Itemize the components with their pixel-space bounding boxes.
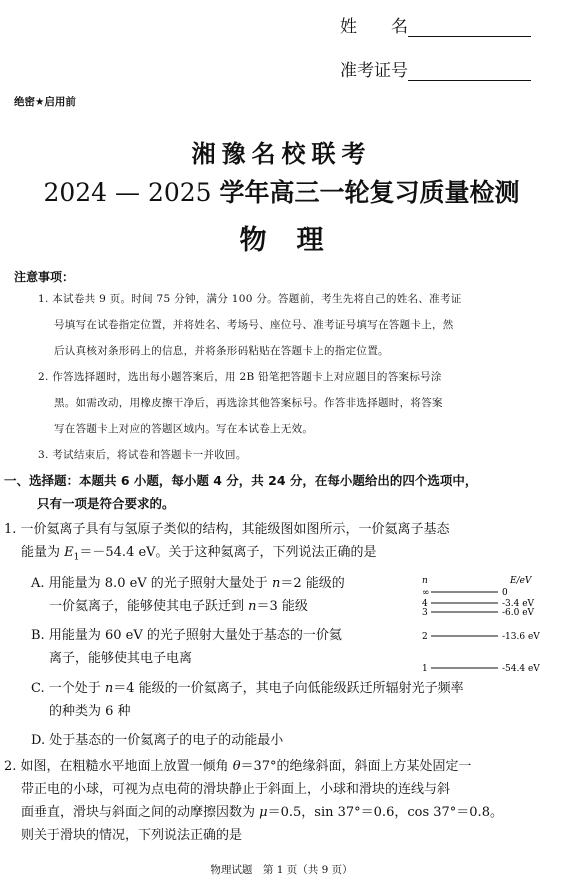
note-line: 3. 考试结束后，将试卷和答题卡一并收回。 (38, 449, 247, 461)
q1-option-d[interactable]: D. 处于基态的一价氦离子的电子的动能最小 (31, 733, 284, 748)
q2-line2: 带正电的小球，可视为点电荷的滑块静止于斜面上，小球和滑块的连线与斜 (21, 782, 451, 797)
subtitle-years: 2024 — 2025 (43, 178, 212, 207)
level-n-label: 1 (422, 664, 428, 674)
q1-option-c[interactable]: C. 一个处于 n＝4 能级的一价氦离子，其电子向低能级跃迁所辐射光子频率 的种类为 6 种 (31, 681, 464, 719)
question-2-stem (4, 755, 560, 847)
level-energy-label: -6.0 eV (502, 608, 535, 618)
q1-stem-line1: 1. 一价氦离子具有与氢原子类似的结构，其能级图如图所示，一价氦离子基态 (4, 522, 450, 537)
diagram-e-header: E/eV (510, 576, 532, 586)
level-n-label: 4 (422, 599, 428, 609)
note-line: 黑。如需改动，用橡皮擦干净后，再选涂其他答案标号。作答非选择题时，将答案 (54, 397, 443, 409)
q1-option-b[interactable]: B. 用能量为 60 eV 的光子照射大量处于基态的一价氦 离子，能够使其电子电离 (31, 628, 342, 666)
q1-option-a[interactable]: A. 用能量为 8.0 eV 的光子照射大量处于 n＝2 能级的 一价氦离子，能够使其电子跃迁到 n＝3 能级 (31, 576, 345, 614)
exam-id-label: 准考证号 (340, 61, 408, 81)
notes-list (38, 286, 558, 468)
level-n-label: 2 (422, 632, 428, 642)
q2-line4: 则关于滑块的情况，下列说法正确的是 (21, 828, 243, 843)
page-footer: 物理试题 第 1 页（共 9 页） (210, 864, 353, 876)
level-energy-label: -54.4 eV (502, 664, 540, 674)
exam-id-blank[interactable] (408, 62, 531, 81)
exam-subtitle (0, 173, 563, 209)
q2-line1: 2. 如图，在粗糙水平地面上放置一倾角 θ＝37°的绝缘斜面，斜面上方某处固定一 (4, 759, 472, 774)
exam-id-field (340, 56, 531, 81)
level-energy-label: 0 (502, 588, 508, 598)
note-line: 2. 作答选择题时，选出每小题答案后，用 2B 铅笔把答题卡上对应题目的答案标号涂 (38, 371, 442, 383)
secret-label: 绝密★启用前 (14, 96, 76, 108)
name-field (340, 12, 531, 37)
section-heading-line2: 只有一项是符合要求的。 (37, 496, 175, 511)
q1-stem-line2: 能量为 $E_1=-54.4$ eV。关于这种氦离子，下列说法正确的是 (21, 545, 377, 563)
q2-line3: 面垂直，滑块与斜面之间的动摩擦因数为 μ＝0.5，sin 37°＝0.6，cos 37°＝0.8。 (21, 805, 503, 820)
section-heading (4, 469, 477, 515)
energy-levels (422, 588, 540, 674)
note-line: 后认真核对条形码上的信息，并将条形码粘贴在答题卡上的指定位置。 (54, 345, 389, 357)
name-label: 姓 名 (340, 17, 408, 37)
note-line: 1. 本试卷共 9 页。时间 75 分钟，满分 100 分。答题前，考生先将自己的姓名、准考证 (38, 293, 462, 305)
level-n-label: 3 (422, 608, 428, 618)
level-n-label: ∞ (422, 588, 430, 598)
level-energy-label: -3.4 eV (502, 599, 535, 609)
note-line: 号填写在试卷指定位置，并将姓名、考场号、座位号、准考证号填写在答题卡上，然 (54, 319, 454, 331)
note-line: 写在答题卡上对应的答题区域内。写在本试卷上无效。 (54, 423, 314, 435)
section-heading-line1: 一、选择题：本题共 6 小题，每小题 4 分，共 24 分，在每小题给出的四个选项中， (4, 473, 478, 488)
question-1-stem (4, 518, 560, 570)
exam-title: 湘豫名校联考 (191, 139, 372, 168)
energy-level-diagram (418, 572, 556, 678)
subtitle-text: 学年高三一轮复习质量检测 (219, 178, 520, 207)
subject-title: 物理 (239, 225, 354, 256)
name-blank[interactable] (408, 18, 531, 37)
diagram-n-header: n (422, 576, 428, 586)
notes-heading: 注意事项： (14, 270, 75, 284)
level-energy-label: -13.6 eV (502, 632, 540, 642)
